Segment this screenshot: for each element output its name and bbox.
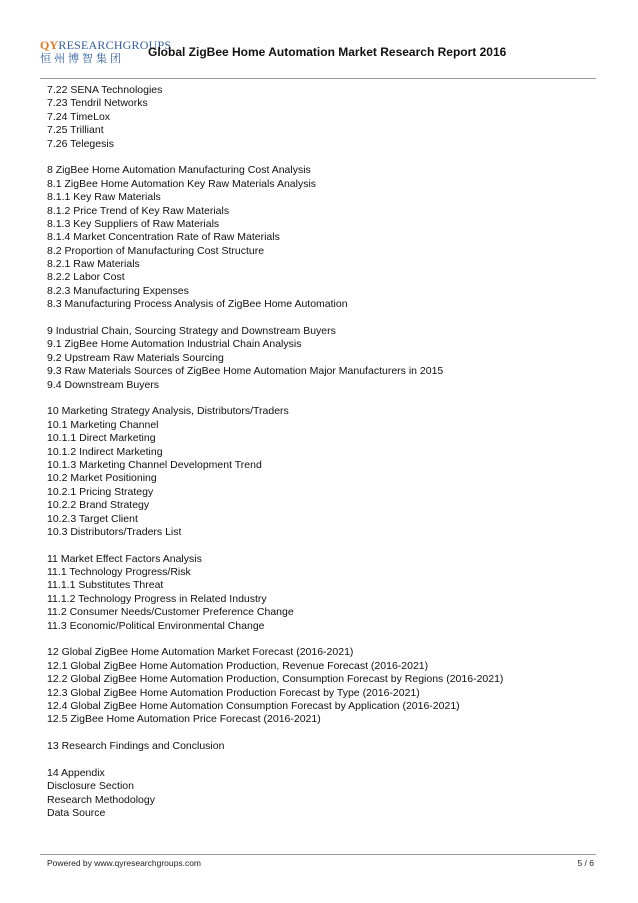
toc-entry: 9 Industrial Chain, Sourcing Strategy and Downstream Buyers: [47, 325, 336, 338]
toc-entry: 8 ZigBee Home Automation Manufacturing Cost Analysis: [47, 164, 311, 177]
toc-entry: 7.26 Telegesis: [47, 137, 114, 150]
toc-entry: 9.1 ZigBee Home Automation Industrial Chain Analysis: [47, 338, 302, 351]
toc-entry: 12.5 ZigBee Home Automation Price Forecast (2016-2021): [47, 713, 321, 726]
section-gap: [47, 633, 607, 646]
toc-entry: 12.1 Global ZigBee Home Automation Production, Revenue Forecast (2016-2021): [47, 659, 429, 672]
toc-entry: 11.1 Technology Progress/Risk: [47, 566, 191, 579]
section-gap: [47, 754, 607, 767]
table-of-contents: [47, 84, 607, 820]
toc-entry: 9.3 Raw Materials Sources of ZigBee Home Automation Major Manufacturers in 2015: [47, 365, 444, 378]
toc-entry: 8.1.2 Price Trend of Key Raw Materials: [47, 204, 230, 217]
toc-entry: 13 Research Findings and Conclusion: [47, 740, 225, 753]
toc-entry: 8.2 Proportion of Manufacturing Cost Structure: [47, 244, 265, 257]
toc-entry: 10.1.2 Indirect Marketing: [47, 445, 163, 458]
toc-entry: 11.3 Economic/Political Environmental Change: [47, 619, 265, 632]
logo-wordmark: RESEARCHGROUPS: [58, 38, 172, 52]
toc-entry: 7.25 Trilliant: [47, 124, 104, 137]
toc-entry: 10.1.3 Marketing Channel Development Trend: [47, 458, 262, 471]
toc-entry: 8.1.4 Market Concentration Rate of Raw Materials: [47, 231, 280, 244]
toc-entry: 12 Global ZigBee Home Automation Market Forecast (2016-2021): [47, 646, 354, 659]
toc-entry: 9.4 Downstream Buyers: [47, 378, 160, 391]
page-number: 5 / 6: [577, 858, 594, 868]
toc-entry: 10.2.3 Target Client: [47, 512, 138, 525]
toc-entry: 8.1.3 Key Suppliers of Raw Materials: [47, 217, 220, 230]
toc-entry: 12.4 Global ZigBee Home Automation Consumption Forecast by Application (2016-2021): [47, 699, 460, 712]
section-gap: [47, 392, 607, 405]
toc-entry: 12.3 Global ZigBee Home Automation Production Forecast by Type (2016-2021): [47, 686, 420, 699]
section-gap: [47, 312, 607, 325]
section-gap: [47, 151, 607, 164]
toc-entry: 10.1 Marketing Channel: [47, 418, 159, 431]
toc-entry: 11 Market Effect Factors Analysis: [47, 552, 202, 565]
company-logo: [40, 38, 172, 66]
toc-entry: 8.2.1 Raw Materials: [47, 258, 140, 271]
section-gap: [47, 539, 607, 552]
toc-entry: 10.2.2 Brand Strategy: [47, 499, 150, 512]
toc-entry: 10.2 Market Positioning: [47, 472, 157, 485]
toc-entry: 11.2 Consumer Needs/Customer Preference Change: [47, 606, 294, 619]
toc-entry: 9.2 Upstream Raw Materials Sourcing: [47, 351, 224, 364]
logo-prefix: QY: [40, 38, 59, 52]
toc-entry: 8.3 Manufacturing Process Analysis of ZigBee Home Automation: [47, 298, 348, 311]
toc-entry: Data Source: [47, 807, 106, 820]
page-header: [40, 38, 596, 79]
toc-entry: 10.1.1 Direct Marketing: [47, 432, 156, 445]
report-title: Global ZigBee Home Automation Market Research Report 2016: [148, 45, 507, 59]
section-gap: [47, 727, 607, 740]
powered-by-link[interactable]: Powered by www.qyresearchgroups.com: [47, 858, 202, 868]
toc-entry: Disclosure Section: [47, 780, 134, 793]
toc-entry: 10.2.1 Pricing Strategy: [47, 485, 154, 498]
toc-entry: 12.2 Global ZigBee Home Automation Production, Consumption Forecast by Regions (2016-2021): [47, 673, 504, 686]
page-footer: [40, 854, 596, 868]
logo-chinese-name: 恒州博智集团: [40, 52, 124, 65]
toc-entry: 7.22 SENA Technologies: [47, 84, 163, 96]
toc-entry: 8.2.3 Manufacturing Expenses: [47, 284, 189, 297]
toc-entry: Research Methodology: [47, 793, 155, 806]
toc-entry: 7.23 Tendril Networks: [47, 97, 148, 110]
toc-entry: 8.1 ZigBee Home Automation Key Raw Materials Analysis: [47, 177, 317, 190]
toc-entry: 11.1.2 Technology Progress in Related Industry: [47, 592, 267, 605]
toc-entry: 14 Appendix: [47, 766, 105, 779]
toc-entry: 10.3 Distributors/Traders List: [47, 525, 182, 538]
toc-entry: 7.24 TimeLox: [47, 110, 111, 123]
toc-entry: 8.2.2 Labor Cost: [47, 271, 125, 284]
toc-entry: 8.1.1 Key Raw Materials: [47, 191, 161, 204]
toc-entry: 10 Marketing Strategy Analysis, Distributors/Traders: [47, 405, 289, 418]
toc-entry: 11.1.1 Substitutes Threat: [47, 579, 164, 592]
